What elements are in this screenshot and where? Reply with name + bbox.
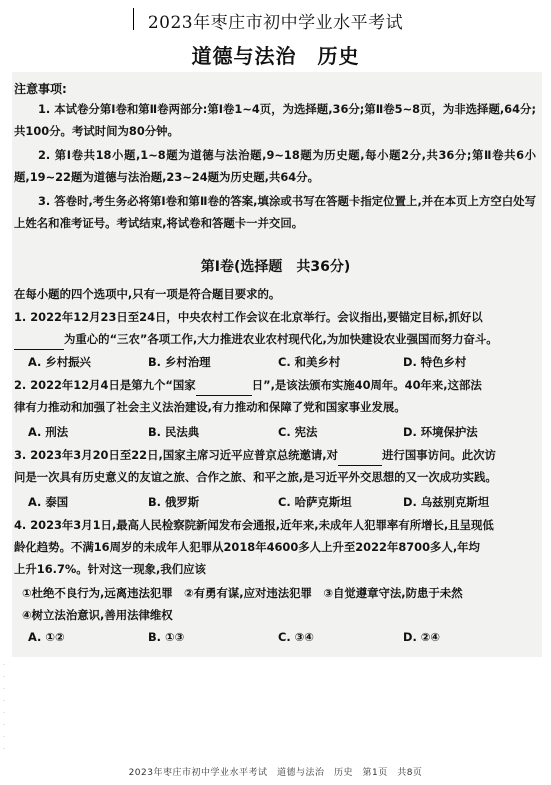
question-1-line-1: 1. 2022年12月23日至24日，中央农村工作会议在北京举行。会议指出,要锚定目标,抓好以 <box>14 310 483 324</box>
section-title: 第Ⅰ卷(选择题 共36分) <box>200 259 351 275</box>
margin-marks: · · · · · · · · <box>3 662 5 753</box>
question-3-line-2: 问是一次具有历史意义的友谊之旅、合作之旅、和平之旅,是习近平外交思想的又一次成功实践。 <box>14 470 497 484</box>
question-4-line-1: 4. 2023年3月1日,最高人民检察院新闻发布会通报,近年来,未成年人犯罪率有所增长,且呈现低 <box>14 518 494 532</box>
question-3-line-1: 3. 2023年3月20日至22日,国家主席习近平应普京总统邀请,对 进行国事访问。此次访 <box>14 444 538 466</box>
exam-title: 2023年枣庄市初中学业水平考试 <box>147 13 404 33</box>
question-2-line-2: 律有力推动和加强了社会主义法治建设,有力推动和保障了党和国家事业发展。 <box>14 400 406 414</box>
option-b[interactable]: B. 民法典 <box>148 425 200 439</box>
answer-blank <box>338 451 382 466</box>
option-d[interactable]: D. 乌兹别克斯坦 <box>403 495 490 509</box>
answer-blank <box>14 335 64 350</box>
option-b[interactable]: B. ①③ <box>148 630 185 644</box>
section-instruction: 在每小题的四个选项中,只有一项是符合题目要求的。 <box>14 287 281 301</box>
question-3-options <box>28 494 538 512</box>
question-2 <box>14 374 538 418</box>
option-c[interactable]: C. ③④ <box>278 630 314 644</box>
option-b[interactable]: B. 乡村治理 <box>148 355 211 369</box>
question-1 <box>14 306 538 350</box>
question-4-line-3: 上升16.7%。针对这一现象,我们应该 <box>14 562 206 576</box>
question-2-options <box>28 424 538 442</box>
question-4 <box>14 514 538 580</box>
option-d[interactable]: D. 特色乡村 <box>403 355 467 369</box>
question-1-line-2: 为重心的“三农”各项工作,大力推进农业农村现代化,为加快建设农业强国而努力奋斗。 <box>14 328 538 350</box>
page-footer: 2023年枣庄市初中学业水平考试 道德与法治 历史 第1页 共8页 <box>128 768 423 778</box>
note-item-1: 1. 本试卷分第Ⅰ卷和第Ⅱ卷两部分:第Ⅰ卷1~4页，为选择题,36分;第Ⅱ卷5~8页，为非选择题,64分;共100分。考试时间为80分钟。 <box>14 102 536 138</box>
option-a[interactable]: A. 乡村振兴 <box>28 355 91 369</box>
note-item-3: 3. 答卷时,考生务必将第Ⅰ卷和第Ⅱ卷的答案,填涂或书写在答题卡指定位置上,并在本页上方空白处写上姓名和准考证号。考试结束,将试卷和答题卡一并交回。 <box>14 194 536 230</box>
option-c[interactable]: C. 哈萨克斯坦 <box>278 495 352 509</box>
question-3 <box>14 444 538 488</box>
exam-subject: 道德与法治 历史 <box>191 44 360 68</box>
option-b[interactable]: B. 俄罗斯 <box>148 495 200 509</box>
answer-blank <box>196 381 252 396</box>
statements-line-1: ①杜绝不良行为,远离违法犯罪 ②有勇有谋,应对违法犯罪 ③自觉遵章守法,防患于未然 <box>22 586 463 600</box>
question-4-line-2: 龄化趋势。不满16周岁的未成年人犯罪从2018年4600多人上升至2022年8700多人,年均 <box>14 540 480 554</box>
option-a[interactable]: A. 刑法 <box>28 425 69 439</box>
option-c[interactable]: C. 和美乡村 <box>278 355 341 369</box>
option-c[interactable]: C. 宪法 <box>278 425 318 439</box>
question-2-line-1: 2. 2022年12月4日是第九个“国家 日”,是该法颁布实施40周年。40年来,这部法 <box>14 374 538 396</box>
notes-heading: 注意事项: <box>14 82 67 96</box>
statements-line-2: ④树立法治意识,善用法律维权 <box>22 608 173 622</box>
question-1-options <box>28 354 538 372</box>
note-item-2: 2. 第Ⅰ卷共18小题,1~8题为道德与法治题,9~18题为历史题,每小题2分,共36分;第Ⅱ卷共6小题,19~22题为道德与法治题,23~24题为历史题,共64分。 <box>14 148 536 184</box>
question-4-statements <box>22 582 542 626</box>
option-d[interactable]: D. 环境保护法 <box>403 425 478 439</box>
option-a[interactable]: A. 泰国 <box>28 495 69 509</box>
question-4-options <box>28 630 538 648</box>
option-a[interactable]: A. ①② <box>28 630 65 644</box>
option-d[interactable]: D. ②④ <box>403 630 441 644</box>
